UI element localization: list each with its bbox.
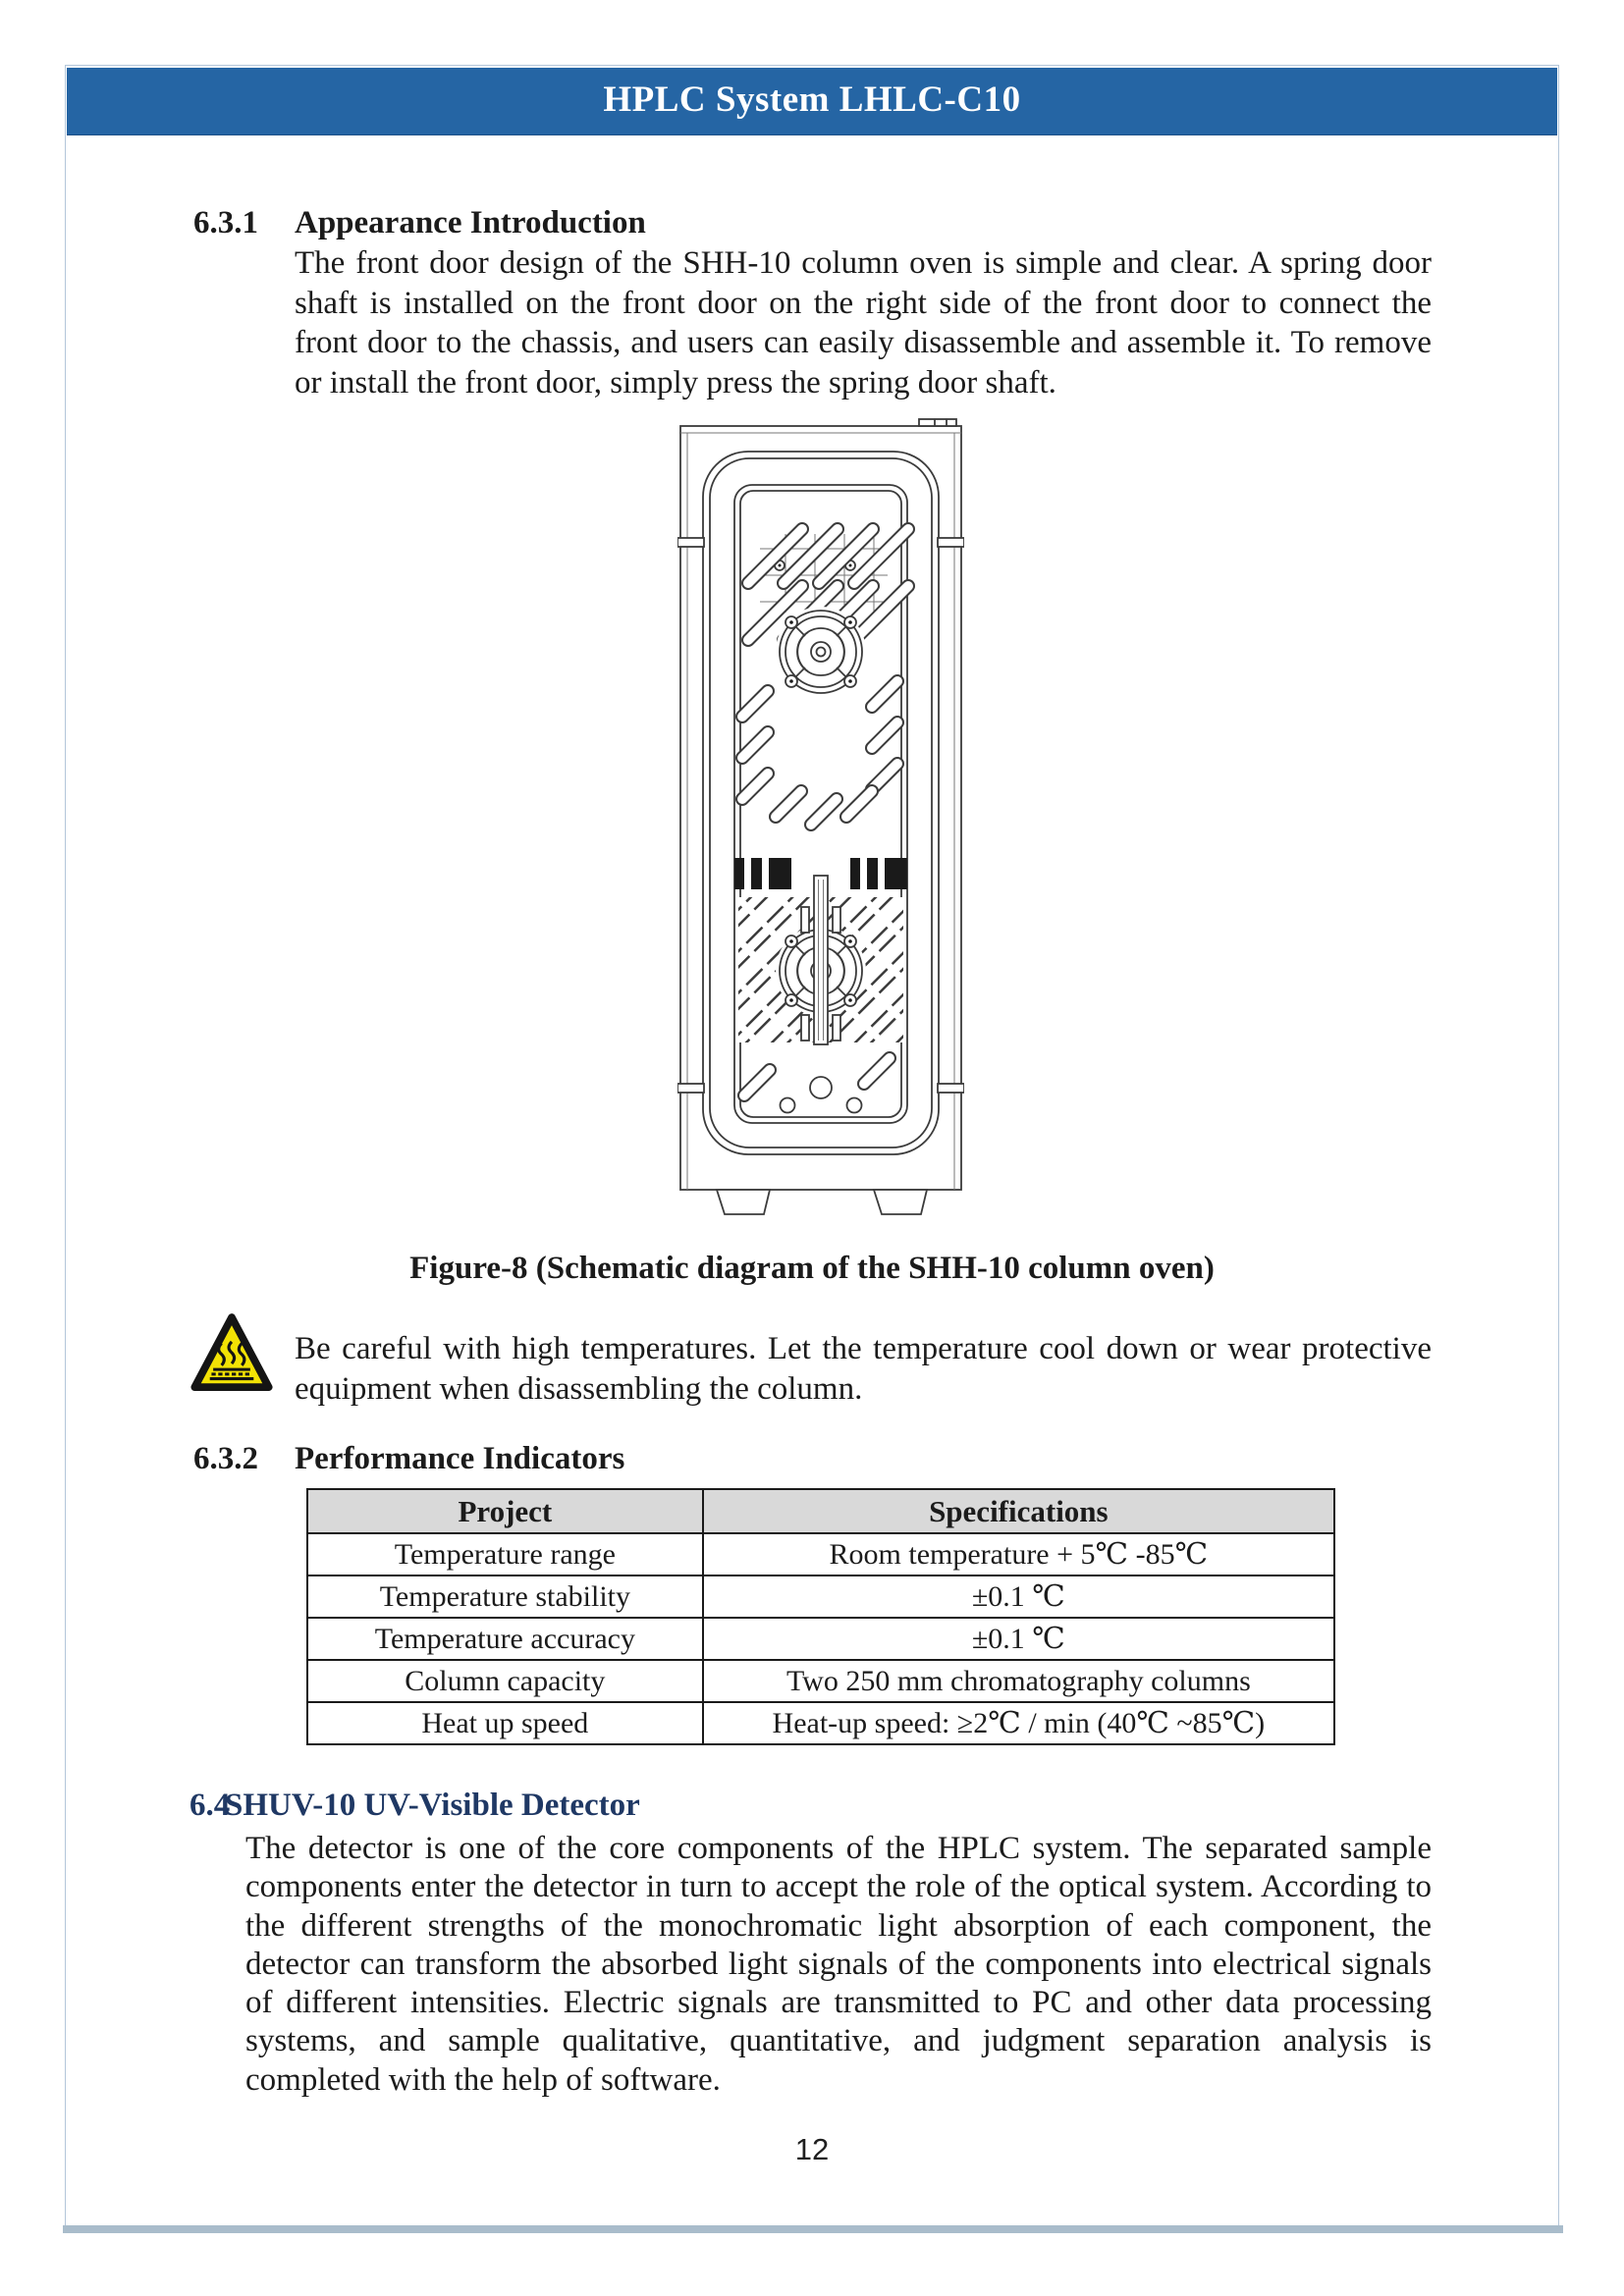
table-row <box>307 1575 1334 1618</box>
column-oven-schematic <box>677 416 964 1216</box>
page-bottom-shadow <box>63 2225 1563 2233</box>
table-cell: Column capacity <box>307 1660 703 1702</box>
table-header-row <box>307 1489 1334 1533</box>
performance-indicators-table <box>306 1488 1335 1745</box>
table-row <box>307 1702 1334 1744</box>
section-632-title: Performance Indicators <box>295 1441 625 1476</box>
table-cell: Two 250 mm chromatography columns <box>703 1660 1334 1702</box>
section-64-body: The detector is one of the core components of the HPLC system. The separated sample components enter the detector in turn to accept the role of the optical system. According to the different strengths of the monochromatic light absorption of each component, the detector can transform the absorbed light signals of the components into electrical signals of different intensities. Electric signals are transmitted to PC and other data processing systems, and sample qualitative, quantitative, and judgment separation analysis is completed with the help of software. <box>245 1831 1432 2098</box>
page-title: HPLC System LHLC-C10 <box>603 80 1021 120</box>
hot-surface-warning-icon <box>189 1311 274 1394</box>
warning-text: Be careful with high temperatures. Let the temperature cool down or wear protective equipment when disassembling the column. <box>295 1331 1432 1407</box>
section-64-number: 6.4 <box>189 1788 231 1823</box>
table-cell: ±0.1 ℃ <box>703 1575 1334 1618</box>
table-header-specifications: Specifications <box>703 1489 1334 1533</box>
section-631-title: Appearance Introduction <box>295 205 646 240</box>
table-cell: Temperature range <box>307 1533 703 1575</box>
section-631-number: 6.3.1 <box>193 205 258 240</box>
table-cell: Temperature stability <box>307 1575 703 1618</box>
section-632-number: 6.3.2 <box>193 1441 258 1476</box>
section-64-title: SHUV-10 UV-Visible Detector <box>225 1788 640 1823</box>
table-row <box>307 1533 1334 1575</box>
table-row <box>307 1660 1334 1702</box>
header-bar <box>67 68 1557 135</box>
table-cell: Heat-up speed: ≥2℃ / min (40℃ ~85℃) <box>703 1702 1334 1744</box>
page-number: 12 <box>794 2132 830 2166</box>
table-header-project: Project <box>307 1489 703 1533</box>
table-cell: Temperature accuracy <box>307 1618 703 1660</box>
table-cell: ±0.1 ℃ <box>703 1618 1334 1660</box>
table-cell: Heat up speed <box>307 1702 703 1744</box>
section-631-body: The front door design of the SHH-10 column oven is simple and clear. A spring door shaft is installed on the front door on the right side of the front door to connect the front door to the chassis, and users can easily disassemble and assemble it. To remove or install the front door, simply press the spring door shaft. <box>295 245 1432 400</box>
table-cell: Room temperature + 5℃ -85℃ <box>703 1533 1334 1575</box>
figure-caption: Figure-8 (Schematic diagram of the SHH-10 column oven) <box>409 1251 1215 1286</box>
table-row <box>307 1618 1334 1660</box>
